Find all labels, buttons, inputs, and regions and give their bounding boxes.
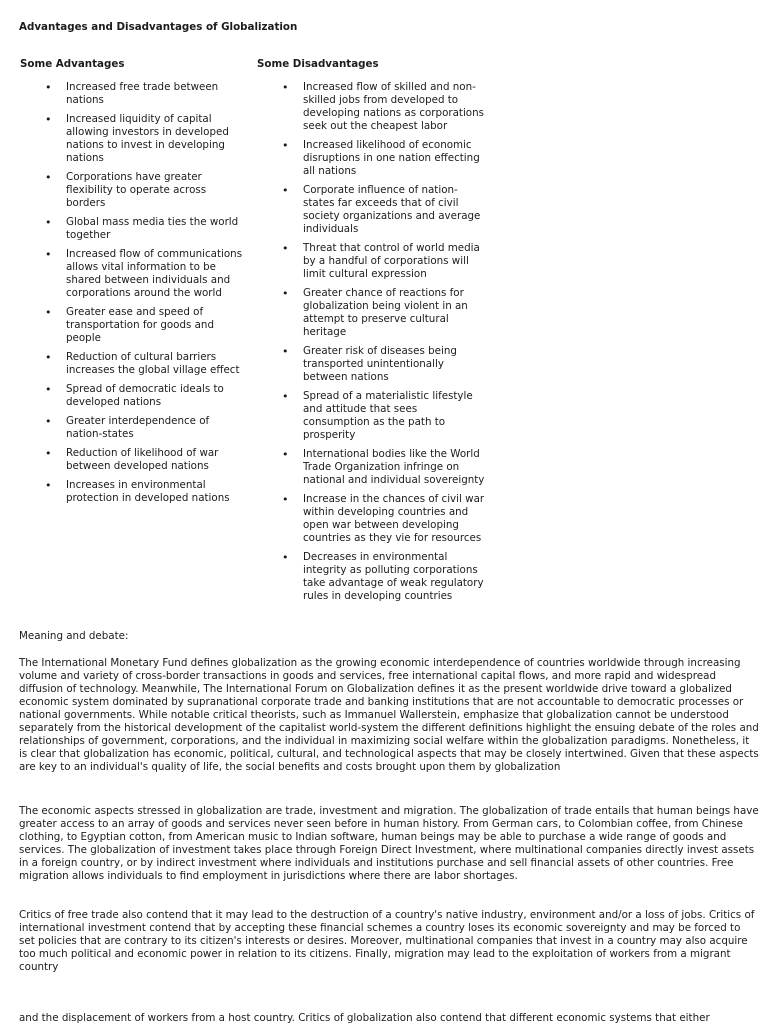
list-item: • Increased likelihood of economic disruptions in one nation effecting all nations xyxy=(282,139,487,178)
advantages-heading: Some Advantages xyxy=(20,58,125,70)
list-item: • Increases in environmental protection in developed nations xyxy=(45,479,245,505)
list-item: • Global mass media ties the world together xyxy=(45,216,245,242)
list-item: • International bodies like the World Trade Organization infringe on national and individual sovereignty xyxy=(282,448,487,487)
list-item: • Increase in the chances of civil war within developing countries and open war between developing countries as they vie for resources xyxy=(282,493,487,545)
paragraph-economic-aspects: The economic aspects stressed in globalization are trade, investment and migration. The globalization of trade entails that human beings have greater access to an array of goods and services never seen before in human history. From German cars, to Colombian coffee, from Chinese clothing, to Egyptian cotton, from American music to Indian software, human beings may be able to purchase a wide range of goods and services. The globalization of investment takes place through Foreign Direct Investment, where multinational companies directly invest assets in a foreign country, or by indirect investment where individuals and institutions purchase and sell financial assets of other countries. Free migration allows individuals to find employment in jurisdictions where there are labor shortages. xyxy=(19,805,759,882)
list-item: • Reduction of cultural barriers increases the global village effect xyxy=(45,351,245,377)
list-item: • Greater chance of reactions for globalization being violent in an attempt to preserve cultural heritage xyxy=(282,287,487,339)
list-item: • Increased flow of communications allows vital information to be shared between individuals and corporations around the world xyxy=(45,248,245,300)
list-item: • Greater ease and speed of transportation for goods and people xyxy=(45,306,245,345)
paragraph-definitions: The International Monetary Fund defines globalization as the growing economic interdependence of countries worldwide through increasing volume and variety of cross-border transactions in goods and services, free international capital flows, and more rapid and widespread diffusion of technology. Meanwhile, The International Forum on Globalization defines it as the present worldwide drive toward a globalized economic system dominated by supranational corporate trade and banking institutions that are not accountable to democratic processes or national governments. While notable critical theorists, such as Immanuel Wallerstein, emphasize that globalization cannot be understood separately from the historical development of the capitalist world-system the different definitions highlight the ensuing debate of the roles and relationships of government, corporations, and the individual in maximizing social welfare within the globalization paradigms. Nonetheless, it is clear that globalization has economic, political, cultural, and technological aspects that may be closely intertwined. Given that these aspects are key to an individual's quality of life, the social benefits and costs brought upon them by globalization xyxy=(19,657,759,773)
list-item: • Decreases in environmental integrity as polluting corporations take advantage of weak regulatory rules in developing countries xyxy=(282,551,487,603)
disadvantages-list xyxy=(282,81,487,609)
disadvantages-heading: Some Disadvantages xyxy=(257,58,379,70)
list-item: • Spread of a materialistic lifestyle and attitude that sees consumption as the path to prosperity xyxy=(282,390,487,442)
paragraph-continued: and the displacement of workers from a host country. Critics of globalization also contend that different economic systems that either xyxy=(19,1012,710,1024)
list-item: • Corporations have greater flexibility to operate across borders xyxy=(45,171,245,210)
paragraph-critics: Critics of free trade also contend that it may lead to the destruction of a country's native industry, environment and/or a loss of jobs. Critics of international investment contend that by accepting these financial schemes a country loses its economic sovereignty and may be forced to set policies that are contrary to its citizen's interests or desires. Moreover, multinational companies that invest in a country may also acquire too much political and economic power in relation to its citizens. Finally, migration may lead to the exploitation of workers from a migrant country xyxy=(19,909,755,973)
list-item: • Increased flow of skilled and non-skilled jobs from developed to developing nations as corporations seek out the cheapest labor xyxy=(282,81,487,133)
list-item: • Spread of democratic ideals to developed nations xyxy=(45,383,245,409)
list-item: • Greater risk of diseases being transported unintentionally between nations xyxy=(282,345,487,384)
list-item: • Threat that control of world media by a handful of corporations will limit cultural expression xyxy=(282,242,487,281)
list-item: • Increased liquidity of capital allowing investors in developed nations to invest in developing nations xyxy=(45,113,245,165)
list-item: • Increased free trade between nations xyxy=(45,81,245,107)
list-item: • Greater interdependence of nation-states xyxy=(45,415,245,441)
section-heading-meaning: Meaning and debate: xyxy=(19,630,129,642)
document-title: Advantages and Disadvantages of Globalization xyxy=(19,21,298,33)
advantages-list xyxy=(45,81,245,511)
list-item: • Reduction of likelihood of war between developed nations xyxy=(45,447,245,473)
list-item: • Corporate influence of nation-states far exceeds that of civil society organizations and average individuals xyxy=(282,184,487,236)
